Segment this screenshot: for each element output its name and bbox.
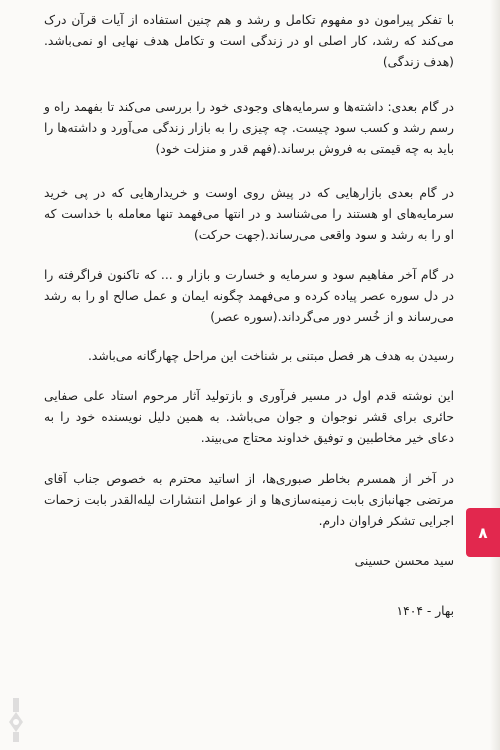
paragraph-author-note: این نوشته قدم اول در مسیر فرآوری و بازتولید آثار مرحوم استاد علی صفایی حائری برای قشر نوجوان و جوان می‌باشد. به همین دلیل نویسنده خود را به دعای خیر مخاطبین و توفیق خداوند محتاج می‌بیند. [44, 389, 454, 445]
publisher-logo-icon [7, 698, 25, 742]
page-number: ۸ [478, 523, 488, 542]
page-edge-shadow [490, 0, 500, 750]
paragraph-four-stages: رسیدن به هدف هر فصل مبتنی بر شناخت این مراحل چهارگانه می‌باشد. [87, 349, 454, 363]
author-signature: سید محسن حسینی [354, 554, 454, 568]
paragraph-direction: در گام بعدی بازارهایی که در پیش روی اوست و خریدارهایی که در پی خرید سرمایه‌های او هستند را می‌شناسد و در انتها می‌فهمد تنها معامله با خداست که او را به رشد و سود واقعی می‌رساند.(جهت حرکت) [44, 186, 454, 242]
page-number-tab [466, 508, 500, 557]
paragraph-self-worth: در گام بعدی: داشته‌ها و سرمایه‌های وجودی خود را بررسی می‌کند تا بفهمد راه و رسم رشد و کسب سود چیست. چه چیزی را به بازار زندگی می‌آورد و داشته‌ها را باید به چه قیمتی به فروش برساند.(فهم قدر و منزلت خود) [44, 100, 454, 156]
publication-date: بهار - ۱۴۰۴ [396, 604, 454, 618]
paragraph-acknowledgements: در آخر از همسرم بخاطر صبوری‌ها، از اساتید محترم به خصوص جناب آقای مرتضی جهانبازی بابت زمینه‌سازی‌ها و از عوامل انتشارات لیله‌القدر بابت زحمات اجرایی تشکر فراوان دارم. [44, 472, 454, 528]
paragraph-surah-asr: در گام آخر مفاهیم سود و سرمایه و خسارت و بازار و ... که تاکنون فراگرفته را در دل سوره عصر پیاده کرده و می‌فهمد چگونه ایمان و عمل صالح او را به رشد می‌رساند و از خُسر دور می‌گرداند.(سوره عصر) [44, 268, 454, 324]
paragraph-life-goal: با تفکر پیرامون دو مفهوم تکامل و رشد و هم چنین استفاده از آیات قرآن درک می‌کند که رشد، کار اصلی او در زندگی است و تکامل هدف نهایی او نمی‌باشد. (هدف زندگی) [44, 13, 454, 69]
page-content [44, 10, 454, 572]
